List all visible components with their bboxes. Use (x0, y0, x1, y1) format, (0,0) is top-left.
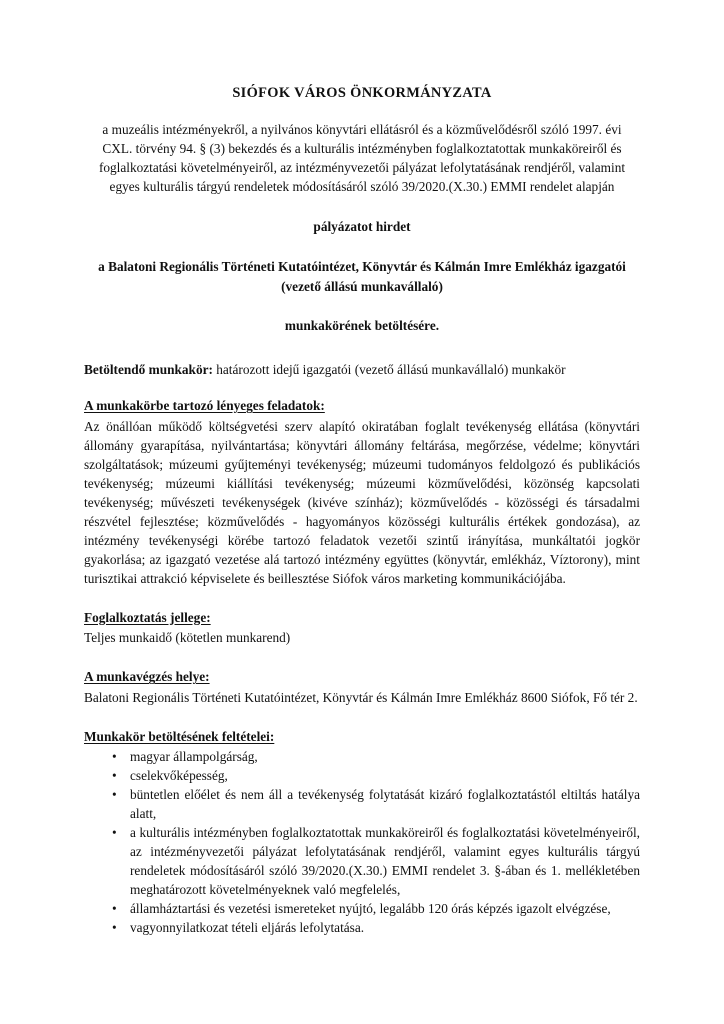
bullet-icon: • (112, 920, 117, 936)
spacer (84, 336, 640, 360)
list-item (84, 823, 640, 899)
section-workplace (84, 668, 640, 707)
list-item (84, 766, 640, 785)
section-duties (84, 397, 640, 588)
spacer (84, 647, 640, 668)
section-body: Teljes munkaidő (kötetlen munkarend) (84, 630, 291, 646)
section-requirements (84, 728, 640, 938)
list-item-text: a kulturális intézményben foglalkoztatottak munkaköreiről és foglalkoztatási követelményeiről, az intézményvezetői pályázat lefolytatásának rendjéről, valamint egyes kulturális tárgyú rendeletek módosításáról szóló 39/2020.(X.30.) EMMI rendelet 3. §-ában és 1. mellékletében meghatározott követelményeknek való megfelelés, (130, 825, 640, 898)
institution-name: a Balatoni Regionális Történeti Kutatóintézet, Könyvtár és Kálmán Imre Emlékház igazgatói (vezető állású munkavállaló) (98, 259, 626, 294)
list-item-text: államháztartási és vezetési ismereteket nyújtó, legalább 120 órás képzés igazolt elvégzése, (130, 901, 611, 917)
page-title: SIÓFOK VÁROS ÖNKORMÁNYZATA (232, 85, 492, 101)
spacer (84, 707, 640, 728)
spacer (84, 296, 640, 317)
spacer (84, 379, 640, 397)
list-item-text: magyar állampolgárság, (130, 749, 258, 765)
requirements-heading: Munkakör betöltésének feltételei: (84, 728, 275, 744)
legal-preamble: a muzeális intézményekről, a nyilvános könyvtári ellátásról és a közművelődésről szóló 1997. évi CXL. törvény 94. § (3) bekezdés és a kulturális intézményben foglalkoztatottak munkaköreiről és foglalkoztatási követelményeiről, az intézményvezetői pályázat lefolytatásának rendjéről, valamint egyes kulturális tárgyú rendeletek módosításáról szóló 39/2020.(X.30.) EMMI rendelet alapján (98, 122, 626, 194)
position-label: Betöltendő munkakör: (84, 361, 213, 377)
list-item-text: vagyonnyilatkozat tételi eljárás lefolytatása. (130, 920, 365, 936)
bullet-icon: • (112, 749, 117, 765)
section-heading: A munkavégzés helye: (84, 669, 210, 685)
list-item (84, 785, 640, 823)
list-item (84, 747, 640, 766)
announcement-line: pályázatot hirdet (313, 218, 411, 234)
section-heading: A munkakörbe tartozó lényeges feladatok: (84, 398, 325, 414)
spacer (84, 588, 640, 609)
bullet-icon: • (112, 901, 117, 917)
requirements-list (84, 747, 640, 937)
spacer (84, 236, 640, 257)
bullet-icon: • (112, 768, 117, 784)
list-item-text: cselekvőképesség, (130, 768, 228, 784)
section-employment-type (84, 609, 640, 648)
bullet-icon: • (112, 825, 117, 841)
bullet-icon: • (112, 787, 117, 803)
section-heading: Foglalkoztatás jellege: (84, 609, 211, 625)
list-item (84, 899, 640, 918)
position-line (84, 360, 640, 379)
section-body: Balatoni Regionális Történeti Kutatóintézet, Könyvtár és Kálmán Imre Emlékház 8600 Siófok, Fő tér 2. (84, 689, 638, 705)
section-body: Az önállóan működő költségvetési szerv alapító okiratában foglalt tevékenység ellátása (könyvtári állomány gyarapítása, nyilvántartása; könyvtári állomány feltárása, megőrzése, védelme; könyvtári szolgáltatások; múzeumi gyűjteményi tevékenység; múzeumi tudományos feldolgozó és publikációs tevékenység; múzeumi kiállítási tevékenység; múzeumi közművelődési, közönség kapcsolati tevékenység; művészeti tevékenységek (kivéve színház); közművelődés - közösségi és társadalmi részvétel fejlesztése; közművelődés - hagyományos közösségi kulturális értékek gondozása), az intézmény tevékenységi körébe tartozó feladatok vezetői szintű irányítása, munkáltatói jogkör gyakorlása; az igazgató vezetése alá tartozó intézmény együttes (könyvtár, emlékház, Víztorony), mint turisztikai attrakció képviselete és beillesztése Siófok város marketing kommunikációjába. (84, 418, 640, 586)
position-closing-line: munkakörének betöltésére. (284, 317, 440, 333)
position-value: határozott idejű igazgatói (vezető állású munkavállaló) munkakör (216, 361, 566, 377)
list-item (84, 918, 640, 937)
list-item-text: büntetlen előélet és nem áll a tevékenység folytatását kizáró foglalkoztatástól eltiltás hatálya alatt, (130, 787, 640, 822)
